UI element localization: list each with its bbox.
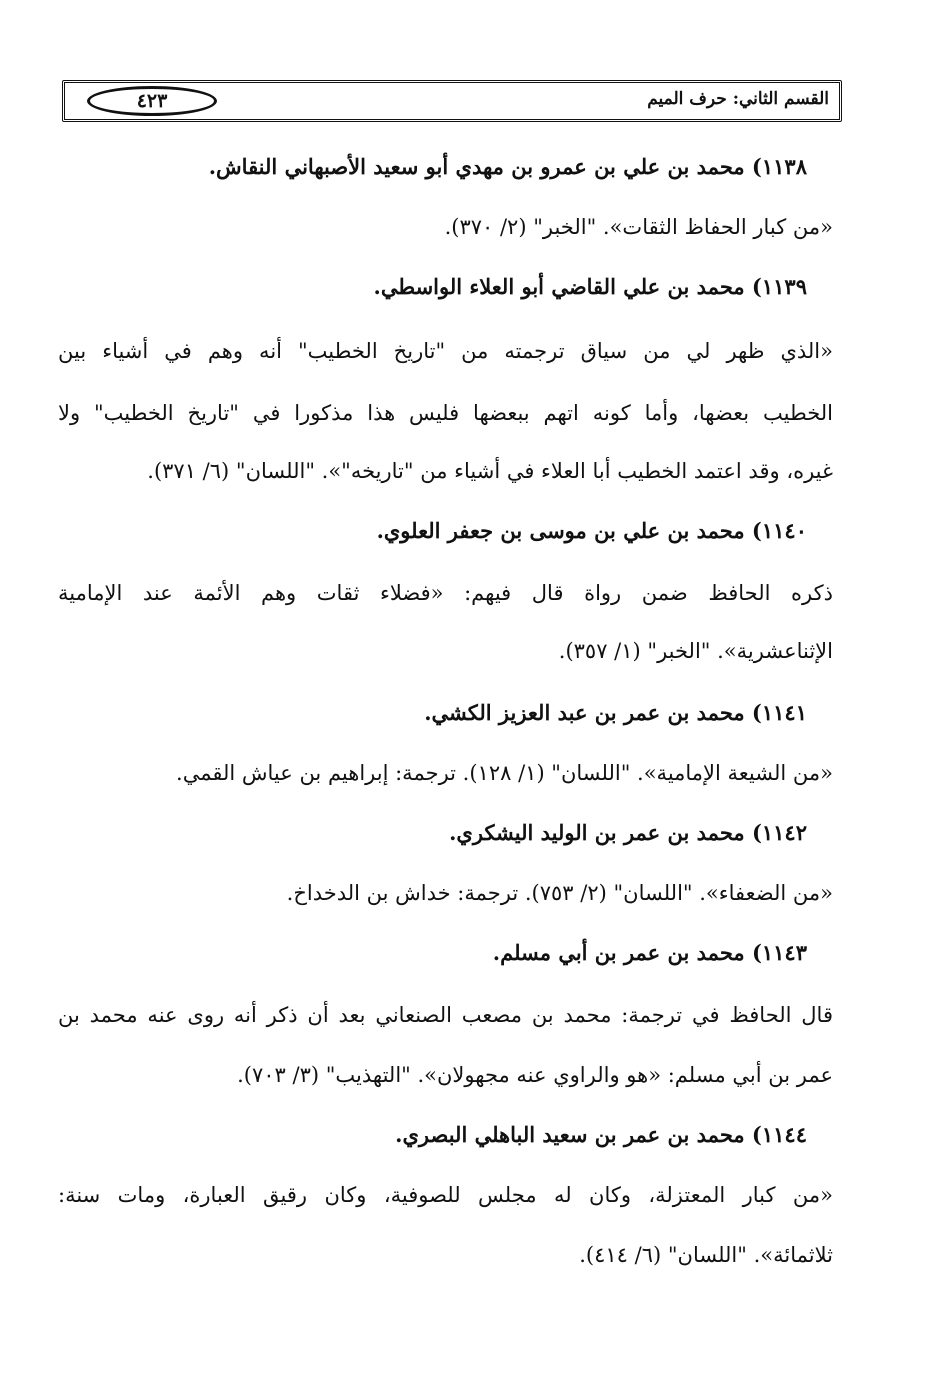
entry-1142: ١١٤٢) محمد بن عمر بن الوليد اليشكري.: [449, 820, 807, 845]
paragraph-line: «الذي ظهر لي من سياق ترجمته من "تاريخ الخطيب" أنه وهم في أشياء بين: [58, 339, 833, 363]
section-title: القسم الثاني: حرف الميم: [647, 89, 829, 109]
paragraph-line: ثلاثمائة». "اللسان" (٦/ ٤١٤).: [579, 1243, 833, 1267]
paragraph-line: قال الحافظ في ترجمة: محمد بن مصعب الصنعاني بعد أن ذكر أنه روى عنه محمد بن: [58, 1003, 833, 1027]
entry-1140: ١١٤٠) محمد بن علي بن موسى بن جعفر العلوي.: [376, 518, 807, 543]
entry-1138: ١١٣٨) محمد بن علي بن عمرو بن مهدي أبو سعيد الأصبهاني النقاش.: [208, 154, 807, 179]
entry-1144: ١١٤٤) محمد بن عمر بن سعيد الباهلي البصري.: [395, 1122, 807, 1147]
paragraph-line: «من كبار المعتزلة، وكان له مجلس للصوفية، وكان رقيق العبارة، ومات سنة:: [58, 1183, 833, 1207]
note-1141: «من الشيعة الإمامية». "اللسان" (١/ ١٢٨). ترجمة: إبراهيم بن عياش القمي.: [176, 761, 833, 785]
paragraph-line: عمر بن أبي مسلم: «هو والراوي عنه مجهولان». "التهذيب" (٣/ ٧٠٣).: [237, 1063, 833, 1087]
entry-1141: ١١٤١) محمد بن عمر بن عبد العزيز الكشي.: [424, 700, 807, 725]
running-header: [62, 80, 842, 122]
paragraph-line: غيره، وقد اعتمد الخطيب أبا العلاء في أشياء من "تاريخه"». "اللسان" (٦/ ٣٧١).: [147, 459, 833, 483]
page-number-badge: ٤٢٣: [87, 86, 217, 116]
paragraph-line: ذكره الحافظ ضمن رواة قال فيهم: «فضلاء ثقات وهم الأئمة عند الإمامية: [58, 581, 833, 605]
entry-1143: ١١٤٣) محمد بن عمر بن أبي مسلم.: [492, 940, 807, 965]
paragraph-line: الإثناعشرية». "الخبر" (١/ ٣٥٧).: [558, 639, 833, 663]
note-1138: «من كبار الحفاظ الثقات». "الخبر" (٢/ ٣٧٠).: [444, 215, 833, 239]
entry-1139: ١١٣٩) محمد بن علي القاضي أبو العلاء الواسطي.: [373, 274, 807, 299]
paragraph-line: الخطيب بعضها، وأما كونه اتهم ببعضها فليس هذا مذكورا في "تاريخ الخطيب" ولا: [58, 401, 833, 425]
note-1142: «من الضعفاء». "اللسان" (٢/ ٧٥٣). ترجمة: خداش بن الدخداخ.: [286, 881, 833, 905]
